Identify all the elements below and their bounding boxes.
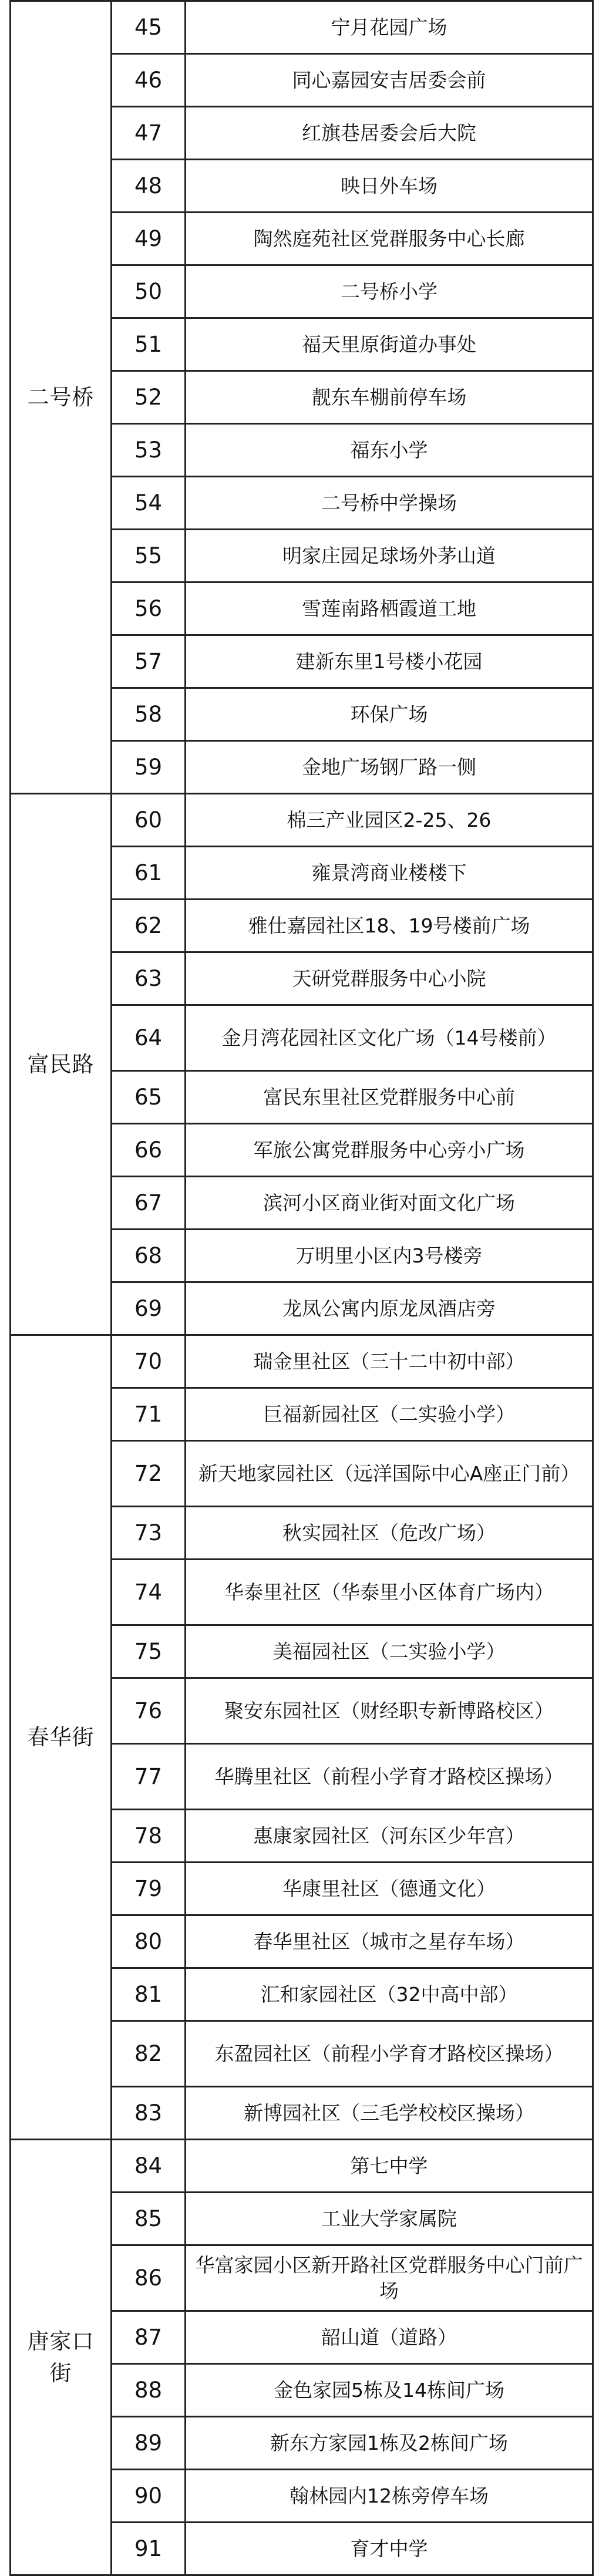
site-number-cell: 45: [112, 1, 186, 54]
site-location-cell: 东盈园社区（前程小学育才路校区操场）: [186, 2021, 593, 2087]
table-row: [11, 1335, 593, 1388]
site-number-cell: 70: [112, 1335, 186, 1388]
site-location-cell: 建新东里1号楼小花园: [186, 635, 593, 688]
site-location-cell: 汇和家园社区（32中高中部）: [186, 1968, 593, 2021]
site-location-cell: 第七中学: [186, 2140, 593, 2193]
site-location-cell: 新天地家园社区（远洋国际中心A座正门前）: [186, 1441, 593, 1507]
site-number-cell: 77: [112, 1744, 186, 1810]
site-number-cell: 62: [112, 900, 186, 952]
site-number-cell: 75: [112, 1625, 186, 1678]
site-location-cell: 金地广场钢厂路一侧: [186, 741, 593, 794]
site-number-cell: 67: [112, 1177, 186, 1230]
site-number-cell: 56: [112, 582, 186, 635]
table-body: [11, 1, 593, 2575]
site-number-cell: 63: [112, 952, 186, 1005]
site-location-cell: 同心嘉园安吉居委会前: [186, 54, 593, 107]
site-number-cell: 52: [112, 371, 186, 424]
site-location-cell: 华富家园小区新开路社区党群服务中心门前广场: [186, 2245, 593, 2311]
site-number-cell: 83: [112, 2087, 186, 2140]
sites-table: [9, 0, 594, 2576]
site-number-cell: 64: [112, 1005, 186, 1071]
site-number-cell: 50: [112, 265, 186, 318]
site-number-cell: 46: [112, 54, 186, 107]
site-location-cell: 韶山道（道路）: [186, 2311, 593, 2364]
site-location-cell: 靓东车棚前停车场: [186, 371, 593, 424]
site-location-cell: 巨福新园社区（二实验小学）: [186, 1388, 593, 1441]
street-name-cell: 富民路: [11, 794, 112, 1335]
street-name-cell: 唐家口街: [11, 2140, 112, 2575]
site-location-cell: 富民东里社区党群服务中心前: [186, 1071, 593, 1124]
site-number-cell: 65: [112, 1071, 186, 1124]
site-location-cell: 雍景湾商业楼楼下: [186, 847, 593, 900]
site-number-cell: 59: [112, 741, 186, 794]
site-location-cell: 雪莲南路栖霞道工地: [186, 582, 593, 635]
site-location-cell: 明家庄园足球场外茅山道: [186, 530, 593, 582]
site-number-cell: 55: [112, 530, 186, 582]
site-location-cell: 金月湾花园社区文化广场（14号楼前）: [186, 1005, 593, 1071]
site-number-cell: 53: [112, 424, 186, 477]
site-location-cell: 天研党群服务中心小院: [186, 952, 593, 1005]
site-location-cell: 惠康家园社区（河东区少年宫）: [186, 1810, 593, 1863]
site-location-cell: 春华里社区（城市之星存车场）: [186, 1915, 593, 1968]
site-location-cell: 滨河小区商业街对面文化广场: [186, 1177, 593, 1230]
site-location-cell: 红旗巷居委会后大院: [186, 107, 593, 160]
site-number-cell: 71: [112, 1388, 186, 1441]
site-location-cell: 环保广场: [186, 688, 593, 741]
site-location-cell: 二号桥中学操场: [186, 477, 593, 530]
testing-sites-table: [9, 0, 592, 2576]
site-number-cell: 91: [112, 2523, 186, 2575]
site-number-cell: 80: [112, 1915, 186, 1968]
site-location-cell: 宁月花园广场: [186, 1, 593, 54]
site-number-cell: 74: [112, 1560, 186, 1625]
site-number-cell: 47: [112, 107, 186, 160]
table-row: [11, 2140, 593, 2193]
site-number-cell: 58: [112, 688, 186, 741]
site-number-cell: 60: [112, 794, 186, 847]
site-location-cell: 陶然庭苑社区党群服务中心长廊: [186, 213, 593, 265]
site-location-cell: 华康里社区（德通文化）: [186, 1863, 593, 1915]
site-number-cell: 68: [112, 1230, 186, 1282]
site-number-cell: 72: [112, 1441, 186, 1507]
table-row: [11, 1, 593, 54]
site-location-cell: 军旅公寓党群服务中心旁小广场: [186, 1124, 593, 1177]
site-number-cell: 86: [112, 2245, 186, 2311]
street-name-cell: 春华街: [11, 1335, 112, 2140]
site-number-cell: 78: [112, 1810, 186, 1863]
site-location-cell: 秋实园社区（危改广场）: [186, 1507, 593, 1560]
site-location-cell: 育才中学: [186, 2523, 593, 2575]
table-row: [11, 794, 593, 847]
site-location-cell: 万明里小区内3号楼旁: [186, 1230, 593, 1282]
site-number-cell: 76: [112, 1678, 186, 1744]
site-location-cell: 工业大学家属院: [186, 2193, 593, 2245]
site-location-cell: 棉三产业园区2-25、26: [186, 794, 593, 847]
site-location-cell: 金色家园5栋及14栋间广场: [186, 2364, 593, 2417]
site-location-cell: 新博园社区（三毛学校校区操场）: [186, 2087, 593, 2140]
site-location-cell: 华泰里社区（华泰里小区体育广场内）: [186, 1560, 593, 1625]
site-number-cell: 87: [112, 2311, 186, 2364]
site-number-cell: 49: [112, 213, 186, 265]
site-location-cell: 映日外车场: [186, 160, 593, 213]
site-number-cell: 54: [112, 477, 186, 530]
site-number-cell: 89: [112, 2417, 186, 2470]
site-location-cell: 翰林园内12栋旁停车场: [186, 2470, 593, 2523]
site-location-cell: 福天里原街道办事处: [186, 318, 593, 371]
site-location-cell: 新东方家园1栋及2栋间广场: [186, 2417, 593, 2470]
site-number-cell: 88: [112, 2364, 186, 2417]
site-location-cell: 美福园社区（二实验小学）: [186, 1625, 593, 1678]
site-location-cell: 福东小学: [186, 424, 593, 477]
site-location-cell: 龙凤公寓内原龙凤酒店旁: [186, 1282, 593, 1335]
site-number-cell: 51: [112, 318, 186, 371]
site-number-cell: 85: [112, 2193, 186, 2245]
site-location-cell: 二号桥小学: [186, 265, 593, 318]
site-number-cell: 82: [112, 2021, 186, 2087]
site-number-cell: 81: [112, 1968, 186, 2021]
site-location-cell: 瑞金里社区（三十二中初中部）: [186, 1335, 593, 1388]
site-number-cell: 61: [112, 847, 186, 900]
site-number-cell: 48: [112, 160, 186, 213]
site-number-cell: 57: [112, 635, 186, 688]
site-location-cell: 华腾里社区（前程小学育才路校区操场）: [186, 1744, 593, 1810]
site-location-cell: 聚安东园社区（财经职专新博路校区）: [186, 1678, 593, 1744]
site-number-cell: 79: [112, 1863, 186, 1915]
site-location-cell: 雅仕嘉园社区18、19号楼前广场: [186, 900, 593, 952]
site-number-cell: 69: [112, 1282, 186, 1335]
site-number-cell: 66: [112, 1124, 186, 1177]
site-number-cell: 84: [112, 2140, 186, 2193]
street-name-cell: 二号桥: [11, 1, 112, 794]
site-number-cell: 73: [112, 1507, 186, 1560]
site-number-cell: 90: [112, 2470, 186, 2523]
